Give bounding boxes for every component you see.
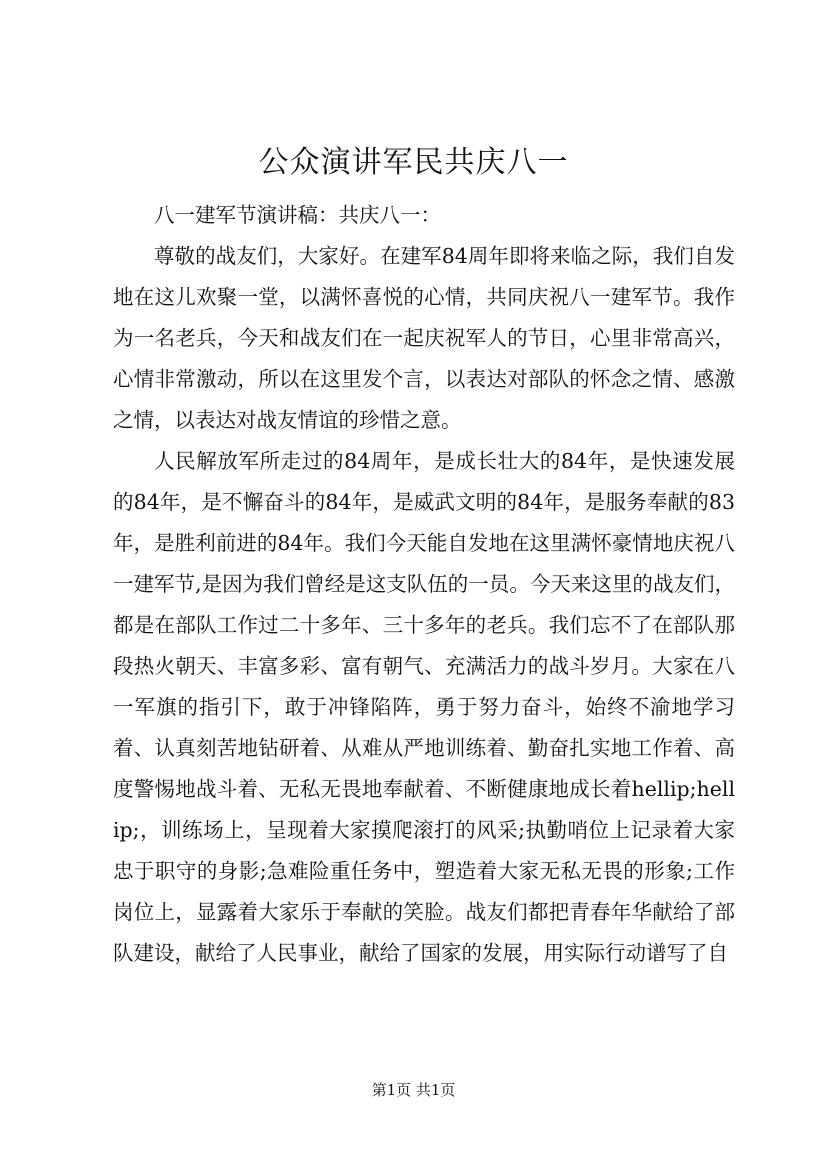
paragraph-intro: 八一建军节演讲稿：共庆八一： (154, 203, 441, 227)
document-title: 公众演讲军民共庆八一 (258, 145, 569, 180)
document-body (113, 195, 735, 974)
page-footer: 第1页 共1页 (371, 1081, 456, 1099)
paragraph-greeting: 尊敬的战友们，大家好。在建军84周年即将来临之际，我们自发地在这儿欢聚一堂，以满怀喜悦的心情，共同庆祝八一建军节。我作为一名老兵，今天和战友们在一起庆祝军人的节日，心里非常高兴，心情非常激动，所以在这里发个言，以表达对部队的怀念之情、感激之情，以表达对战友情谊的珍惜之意。 (113, 244, 735, 432)
paragraph-main: 人民解放军所走过的84周年，是成长壮大的84年，是快速发展的84年，是不懈奋斗的84年，是威武文明的84年，是服务奉献的83年，是胜利前进的84年。我们今天能自发地在这里满怀豪情地庆祝八一建军节,是因为我们曾经是这支队伍的一员。今天来这里的战友们，都是在部队工作过二十多年、三十多年的老兵。我们忘不了在部队那段热火朝天、丰富多彩、富有朝气、充满活力的战斗岁月。大家在八一军旗的指引下，敢于冲锋陷阵，勇于努力奋斗，始终不渝地学习着、认真刻苦地钻研着、从难从严地训练着、勤奋扎实地工作着、高度警惕地战斗着、无私无畏地奉献着、不断健康地成长着hellip;hellip;，训练场上，呈现着大家摸爬滚打的风采;执勤哨位上记录着大家忠于职守的身影;急难险重任务中，塑造着大家无私无畏的形象;工作岗位上，显露着大家乐于奉献的笑脸。战友们都把青春年华献给了部队建设，献给了人民事业，献给了国家的发展，用实际行动谱写了自 (113, 449, 735, 965)
